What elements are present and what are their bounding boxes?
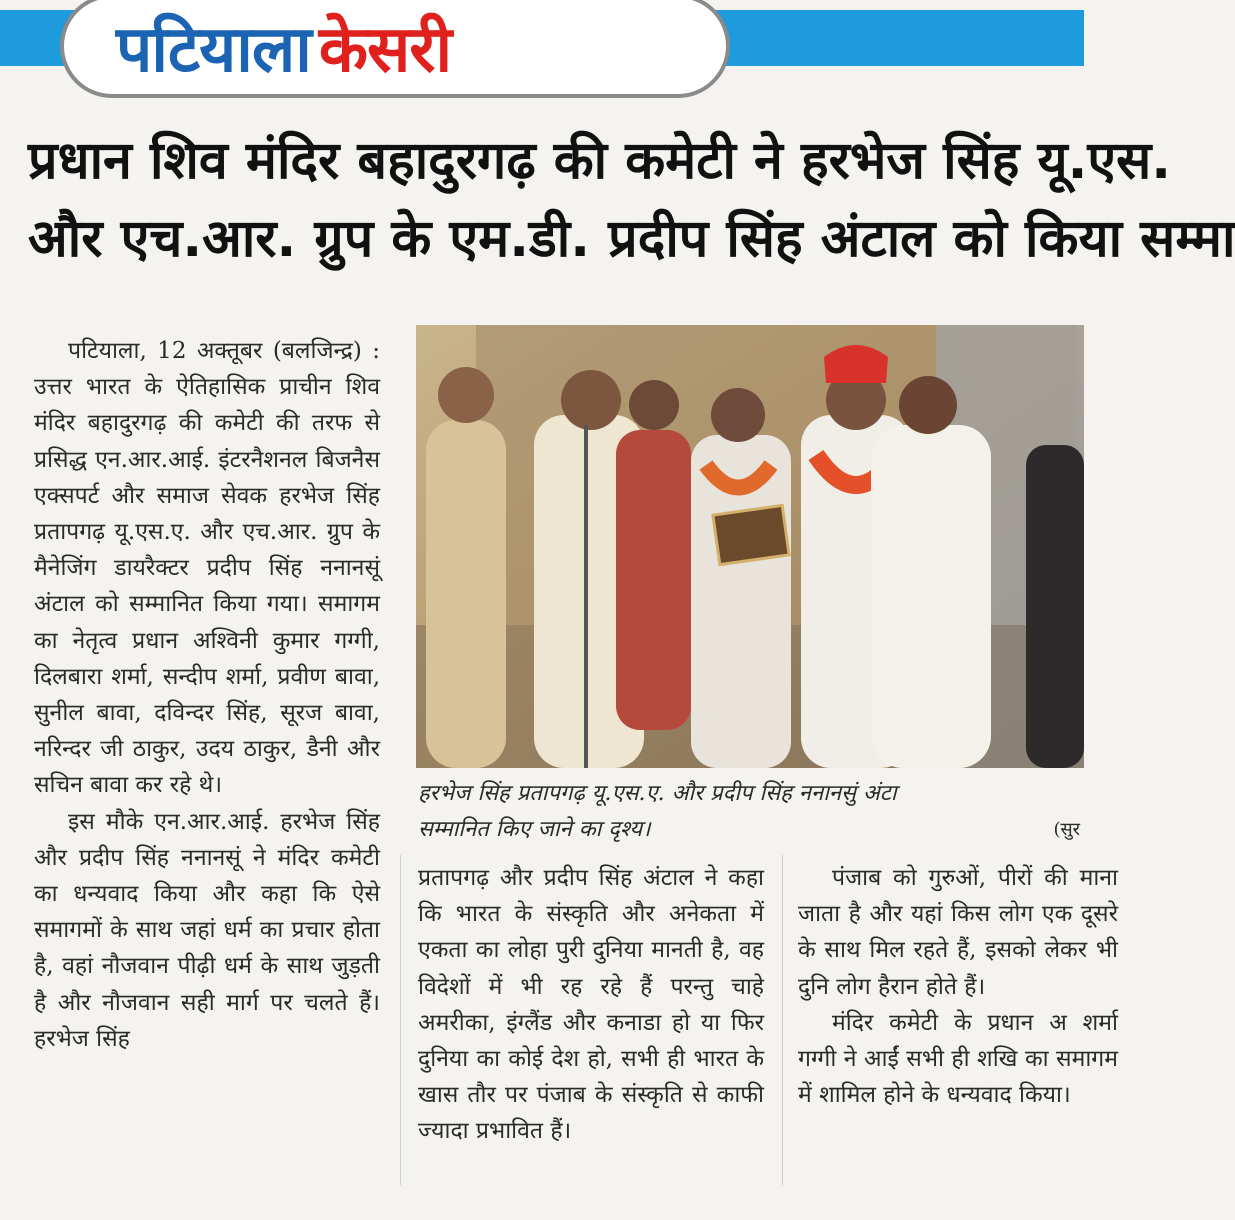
brand-name-part2: केसरी — [318, 12, 452, 87]
column-divider — [400, 855, 401, 1185]
photo-credit: (सुर — [1053, 819, 1080, 840]
article-column-3 — [798, 860, 1118, 1113]
headline-line-1: प्रधान शिव मंदिर बहादुरगढ़ की कमेटी ने हरभेज सिंह यू.एस. — [28, 131, 1172, 191]
felicitation-photo-illustration — [416, 325, 1084, 768]
paragraph: मंदिर कमेटी के प्रधान अ शर्मा गग्गी ने आईं सभी ही शखि का समागम में शामिल होने के धन्यवाद किया। — [798, 1009, 1118, 1109]
article-column-2 — [418, 860, 764, 1150]
microphone-stand — [584, 425, 588, 768]
headline-line-2: और एच.आर. ग्रुप के एम.डी. प्रदीप सिंह अंटाल को किया सम्मा — [28, 209, 1235, 269]
caption-line-2: सम्मानित किए जाने का दृश्य। — [418, 817, 651, 842]
paragraph: प्रतापगढ़ और प्रदीप सिंह अंटाल ने कहा कि भारत के संस्कृति और अनेकता में एकता का लोहा पुरी दुनिया मानती है, वह विदेशों में भी रह रहे हैं परन्तु चाहे अमरीका, इंग्लैंड और कनाडा हो या फिर दुनिया का कोई देश हो, सभी ही भारत के खास तौर पर पंजाब के संस्कृति से काफी ज्यादा प्रभावित हैं। — [418, 865, 764, 1145]
news-photo — [416, 325, 1084, 768]
paragraph: इस मौके एन.आर.आई. हरभेज सिंह और प्रदीप सिंह ननानसूं ने मंदिर कमेटी का धन्यवाद किया और कहा कि ऐसे समागमों के साथ जहां धर्म का प्रचार होता है, वहां नौजवान पीढ़ी धर्म के साथ जुड़ती है और नौजवान सही मार्ग पर चलते हैं। हरभेज सिंह — [34, 808, 380, 1052]
paragraph: पंजाब को गुरुओं, पीरों की माना जाता है और यहां किस लोग एक दूसरे के साथ मिल रहते हैं, इसको लेकर भी दुनि लोग हैरान होते हैं। — [798, 865, 1118, 1000]
column-divider — [782, 855, 783, 1185]
award-plaque — [713, 505, 789, 564]
caption-line-1: हरभेज सिंह प्रतापगढ़ यू.एस.ए. और प्रदीप सिंह ननानसुं अंटा — [418, 781, 897, 806]
photo-caption — [418, 776, 1084, 848]
brand-name-part1: पटियाला — [116, 12, 311, 87]
masthead — [0, 0, 1084, 110]
newspaper-logo — [60, 0, 730, 98]
headline — [28, 122, 1235, 278]
paragraph: पटियाला, 12 अक्तूबर (बलजिन्द्र) : उत्तर भारत के ऐतिहासिक प्राचीन शिव मंदिर बहादुरगढ़ की कमेटी की तरफ से प्रसिद्ध एन.आर.आई. इंटरनैशनल बिजनैस एक्सपर्ट और समाज सेवक हरभेज सिंह प्रतापगढ़ यू.एस.ए. और एच.आर. ग्रुप के मैनेजिंग डायरैक्टर प्रदीप सिंह ननानसूं अंटाल को सम्मानित किया गया। समागम का नेतृत्व प्रधान अश्विनी कुमार गग्गी, दिलबारा शर्मा, सन्दीप शर्मा, प्रवीण बावा, सुनील बावा, दविन्दर सिंह, सूरज बावा, नरिन्दर जी ठाकुर, उदय ठाकुर, डैनी और सचिन बावा कर रहे थे। — [34, 338, 380, 799]
article-column-1 — [34, 333, 380, 1057]
